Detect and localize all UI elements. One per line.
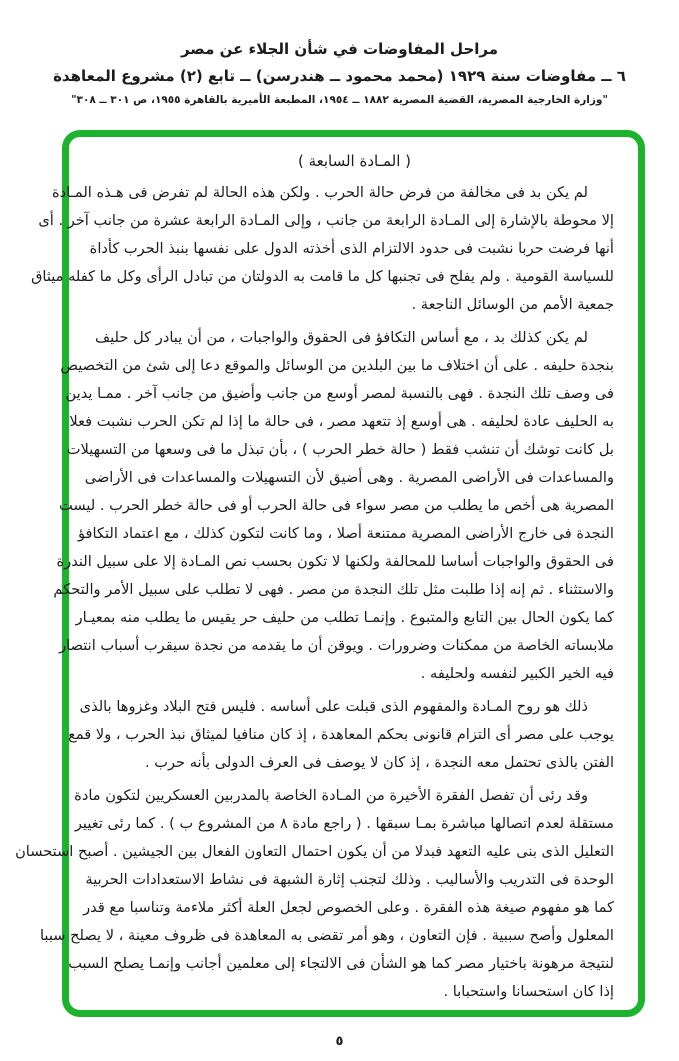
text-line: ذلك هو روح المـادة والمفهوم الذى قبلت على أساسه . فليس فتح البلاد وغزوها بالذى [79, 698, 588, 715]
paragraph [31, 179, 614, 319]
page-title: مراحل المفاوضات في شأن الجلاء عن مصر [180, 40, 499, 58]
text-line: مستقلة لعدم اتصالها مباشرة بمـا سبقها . ( راجع مادة ٨ من المشروع ب ) . كما رئى تغيير [74, 815, 614, 832]
green-border-frame [15, 130, 645, 1017]
text-line: إلا محوطة بالإشارة إلى المـادة الرابعة من جانب ، وإلى المـادة الرابعة عشرة من جانب آخر . أى [38, 212, 614, 229]
text-line: فيه الخير الكبير لنفسه ولحليفه . [420, 665, 614, 682]
text-line: كما هو مفهوم صيغة هذه الفقرة . وعلى الخصوص لجعل العلة أكثر ملاءمة وتناسبا مع قدر [83, 899, 614, 916]
text-line: النجدة فى خارج الأراضى المصرية ممتنعة أصلا ، وما كانت لتكون كذلك ، مع اعتماد التكافؤ [77, 525, 614, 542]
text-line: والمساعدات فى الأراضى المصرية . وهى أضيق لأن التسهيلات والمساعدات فى الأراضى [84, 469, 614, 486]
article-title: ( المـادة السابعة ) [297, 152, 412, 170]
text-line: أنها فرضت حربا نشبت فى حدود الالتزام الذى أخذته الدول على نفسها بنبذ الحرب كأداة [89, 240, 614, 257]
page-number: ٥ [335, 1034, 344, 1049]
text-line: جمعية الأمم من الوسائل الناجعة . [411, 296, 614, 313]
paragraph [68, 693, 614, 777]
text-line: به الحليف عادة لحليفه . هى أوسع إذ تتعهد مصر ، فى حالة ما إذا لم تكن الحرب نشبت فعلا [69, 413, 614, 430]
text-line: لم يكن كذلك بد ، مع أساس التكافؤ فى الحقوق والواجبات ، من أن يبادر كل حليف [95, 329, 588, 346]
paragraphs-container [15, 179, 614, 1006]
text-line: بل كانت توشك أن تنشب فقط ( حالة خطر الحرب ) ، بأن تبذل ما فى وسعها من التسهيلات [66, 441, 614, 458]
paragraph [53, 324, 614, 688]
text-line: المعلول وأصح سببية . فإن التعاون ، وهو أمر تقضى به المعاهدة فى ظروف معينة ، لا يصلح سببا [39, 927, 614, 944]
source-citation: "وزارة الخارجية المصرية، القضية المصرية ١٨٨٢ ــ ١٩٥٤، المطبعة الأميرية بالقاهرة ١٩٥٥، ص ٣٠١ ــ ٣٠٨" [71, 94, 608, 106]
text-line: التعليل الذى بنى عليه التعهد فبدلا من أن يكون احتمال التعاون الفعال بين الجيشين . أصبح استحسان [15, 843, 614, 860]
text-line: لنتيجة مرهونة باختيار مصر كما هو الشأن فى الالتجاء إلى معلمين أجانب وإنمـا يصلح السبب [68, 955, 614, 972]
text-line: إذا كان استحسانا واستحبابا . [443, 983, 614, 1000]
text-line: فى وصف تلك النجدة . فهى بالنسبة لمصر أوسع من جانب وأضيق من جانب آخر . ممـا يدين [65, 385, 614, 402]
article-body [15, 137, 638, 1010]
document-header [0, 40, 679, 106]
paragraph [15, 782, 614, 1006]
text-line: الوحدة فى التدريب والأساليب . وذلك لتجنب إثارة الشبهة فى نشاط الاستعدادات الحربية [85, 871, 614, 888]
text-line: لم يكن بد فى مخالفة من فرض حالة الحرب . ولكن هذه الحالة لم تفرض فى هـذه المـادة [52, 184, 588, 201]
text-line: والاستثناء . ثم إنه إذا طلبت مثل تلك النجدة من مصر . فهى لا تطلب على سبيل الأمر والتحكم [53, 581, 614, 598]
section-subtitle: ٦ ــ مفاوضات سنة ١٩٢٩ (محمد محمود ــ هندرسن) ــ تابع (٢) مشروع المعاهدة [53, 67, 626, 85]
text-line: كما يكون الحال بين التابع والمتبوع . وإنمـا تطلب من حليف حر يقيس ما يطلب منه بمعيـار [75, 609, 614, 626]
text-line: وقد رئى أن تفصل الفقرة الأخيرة من المـادة الخاصة بالمدربين العسكريين لتكون مادة [74, 787, 588, 804]
text-line: بنجدة حليفه . على أن اختلاف ما بين البلدين من الوسائل والموقع دعا إلى شئ من التخصيص [60, 357, 614, 374]
text-line: يوجب على مصر أى التزام قانونى بحكم المعاهدة ، إذ كان منافيا لميثاق نبذ الحرب ، ولا قمع [68, 726, 614, 743]
text-line: المصرية هى أخص ما يطلب من مصر سواء فى حالة الحرب أو فى حالة خطر الحرب . ليست [59, 497, 614, 514]
text-line: فى الحقوق والواجبات أساسا للمحالفة ولكنها لا تكون بحسب نص المـادة إلا على سبيل الندرة [56, 553, 614, 570]
text-line: ملابساته الخاصة من ممكنات وضرورات . ويوقن أن ما يقدمه من نجدة سيقرب أسباب انتصار [59, 637, 614, 654]
text-line: للسياسة القومية . ولم يفلح فى تجنبها كل ما قامت به الدولتان من تبادل الرأى وكل ما كفله ميثاق [31, 268, 614, 285]
text-line: الفتن بالذى تحتمل معه النجدة ، إذ كان لا يوصف فى العرف الدولى بأنه حرب . [144, 754, 614, 771]
